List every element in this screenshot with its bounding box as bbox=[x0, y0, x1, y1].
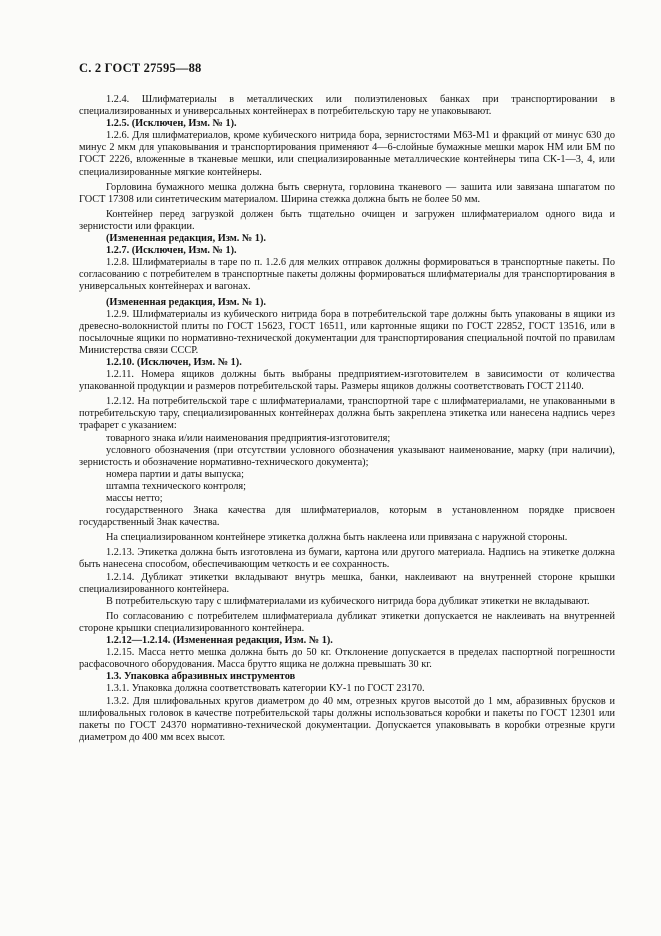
paragraph: 1.2.15. Масса нетто мешка должна быть до 50 кг. Отклонение допускается в пределах паспортной погрешности расфасовочного оборудования. Масса брутто ящика не должна превышать 30 кг. bbox=[79, 647, 615, 671]
paragraph: Контейнер перед загрузкой должен быть тщательно очищен и загружен шлифматериалом одного вида и зернистости или фракции. bbox=[79, 208, 615, 232]
paragraph: В потребительскую тару с шлифматериалами из кубического нитрида бора дубликат этикетки не вкладывают. bbox=[106, 595, 590, 607]
paragraph: 1.2.12—1.2.14. (Измененная редакция, Изм. № 1). bbox=[106, 635, 333, 647]
document-body bbox=[79, 94, 615, 744]
paragraph: товарного знака и/или наименования предприятия-изготовителя; bbox=[106, 432, 391, 444]
paragraph: государственного Знака качества для шлифматериалов, которым в установленном порядке присвоен государственный Знак качества. bbox=[79, 505, 615, 529]
paragraph: массы нетто; bbox=[106, 493, 163, 504]
page-header: С. 2 ГОСТ 27595—88 bbox=[79, 61, 202, 75]
paragraph: условного обозначения (при отсутствии условного обозначения указывают наименование, марку (при наличии), зернистость и обозначение нормативно-технического документа); bbox=[79, 444, 615, 468]
paragraph: Горловина бумажного мешка должна быть свернута, горловина тканевого — зашита или завязана шпагатом по ГОСТ 17308 или синтетическим материалом. Ширина стежка должна быть не более 50 мм. bbox=[79, 181, 615, 205]
paragraph: 1.2.9. Шлифматериалы из кубического нитрида бора в потребительской таре должны быть упакованы в ящики из древесно-волокнистой плиты по ГОСТ 15623, ГОСТ 16511, или картонные ящики по ГОСТ 22852, ГОСТ 13516, или в посылочные ящики по нормативно-технической документации для транспортирования специальной почтой по правилам Министерства связи СССР. bbox=[79, 308, 615, 356]
paragraph: 1.2.7. (Исключен, Изм. № 1). bbox=[106, 245, 237, 257]
section-heading: 1.3. Упаковка абразивных инструментов bbox=[106, 671, 296, 683]
paragraph: штампа технического контроля; bbox=[106, 480, 246, 492]
paragraph: 1.3.2. Для шлифовальных кругов диаметром до 40 мм, отрезных кругов высотой до 1 мм, абразивных брусков и шлифовальных головок в качестве потребительской тары должны использоваться коробки и пакеты по ГОСТ 12301 или пакеты по ГОСТ 24370 нормативно-технической документации. Допускается упаковывать в коробки отрезные круги диаметром до 400 мм всех высот. bbox=[79, 695, 615, 743]
paragraph: На специализированном контейнере этикетка должна быть наклеена или привязана с наружной стороны. bbox=[106, 532, 568, 544]
paragraph: (Измененная редакция, Изм. № 1). bbox=[106, 233, 266, 245]
paragraph: По согласованию с потребителем шлифматериала дубликат этикетки допускается не наклеивать на внутренней стороне крышки специализированного контейнера. bbox=[79, 610, 615, 634]
paragraph: 1.2.6. Для шлифматериалов, кроме кубического нитрида бора, зернистостями М63-М1 и фракций от минус 630 до минус 2 мкм для упаковывания и транспортирования применяют 4—6-слойные бумажные мешки марок НМ или БМ по ГОСТ 2226, вложенные в тканевые мешки, или специализированные металлические контейнеры типа СК-1—3, 4, или специализированные мягкие контейнеры. bbox=[79, 130, 615, 178]
paragraph: 1.3.1. Упаковка должна соответствовать категории КУ-1 по ГОСТ 23170. bbox=[106, 683, 425, 695]
paragraph: 1.2.12. На потребительской таре с шлифматериалами, транспортной таре с шлифматериалами, не упакованными в потребительскую тару, специализированных контейнерах должна быть закреплена этикетка или нанесена надпись через трафарет с указанием: bbox=[79, 396, 615, 432]
paragraph: 1.2.11. Номера ящиков должны быть выбраны предприятием-изготовителем в зависимости от количества упакованной продукции и размеров потребительской тары. Размеры ящиков должны соответствовать ГОСТ 21140. bbox=[79, 369, 615, 393]
paragraph: 1.2.14. Дубликат этикетки вкладывают внутрь мешка, банки, наклеивают на внутренней стороне крышки специализированного контейнера. bbox=[79, 571, 615, 595]
paragraph: 1.2.5. (Исключен, Изм. № 1). bbox=[106, 118, 237, 130]
paragraph: 1.2.10. (Исключен, Изм. № 1). bbox=[106, 356, 242, 368]
paragraph: 1.2.4. Шлифматериалы в металлических или полиэтиленовых банках при транспортировании в специализированных и универсальных контейнерах в потребительскую тару не упаковывают. bbox=[79, 94, 615, 118]
paragraph: 1.2.8. Шлифматериалы в таре по п. 1.2.6 для мелких отправок должны формироваться в транспортные пакеты. По согласованию с потребителем в транспортные пакеты должны формироваться шлифматериалы для транспортирования в универсальных контейнерах и вагонах. bbox=[79, 257, 615, 293]
paragraph: 1.2.13. Этикетка должна быть изготовлена из бумаги, картона или другого материала. Надпись на этикетке должна быть нанесена способом, обеспечивающим четкость и ее сохранность. bbox=[79, 547, 615, 571]
paragraph: номера партии и даты выпуска; bbox=[106, 468, 244, 480]
paragraph: (Измененная редакция, Изм. № 1). bbox=[106, 296, 266, 308]
